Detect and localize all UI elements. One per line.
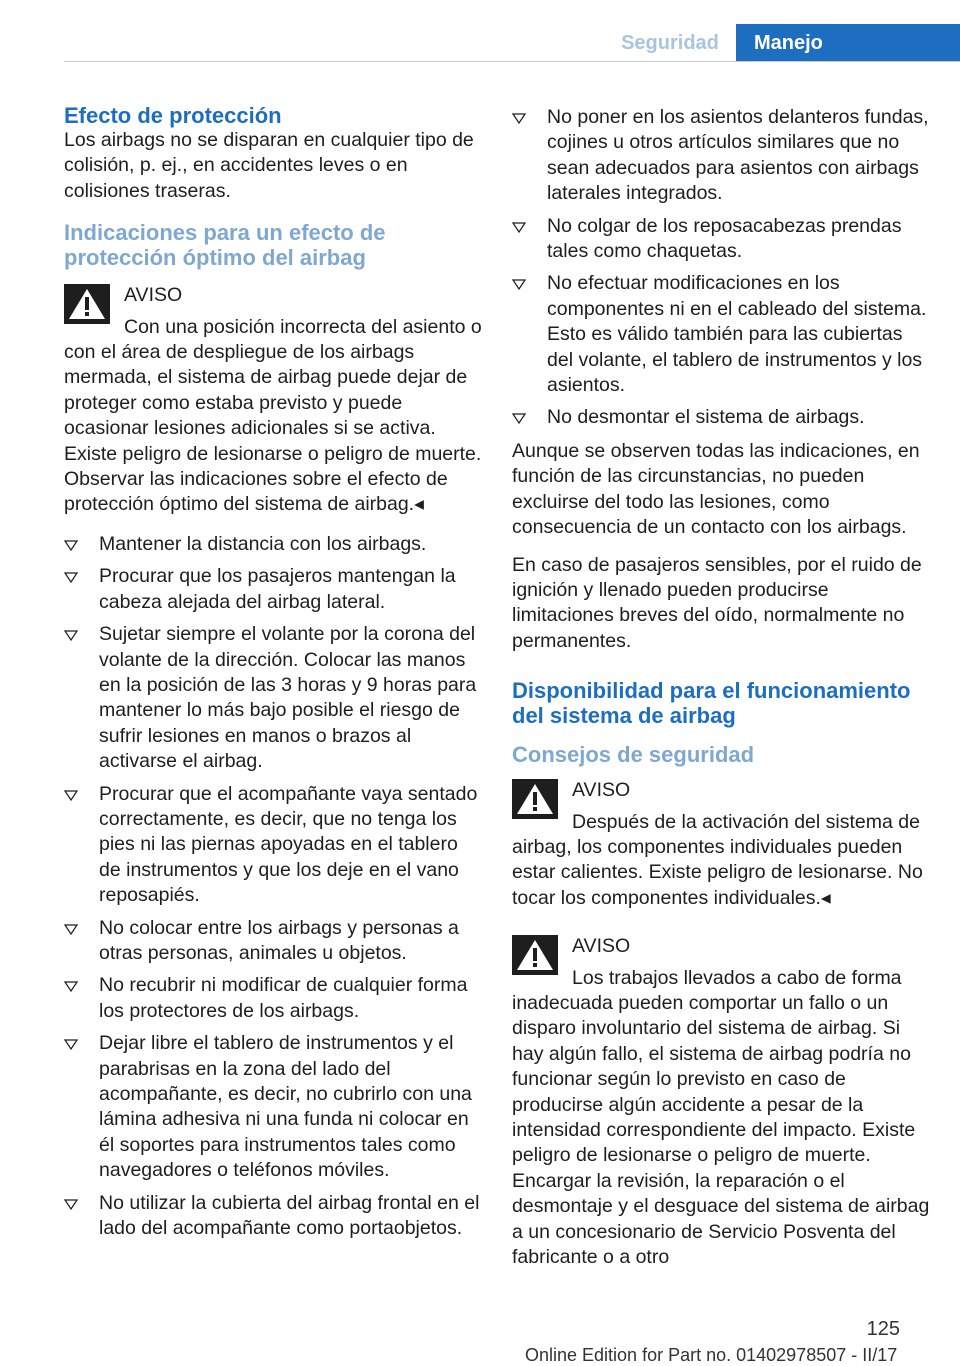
- paragraph-efecto-proteccion: Los airbags no se disparan en cualquier tipo de colisión, p. ej., en accidentes leves o en colisiones traseras.: [64, 129, 474, 202]
- triangle-bullet-icon: [512, 405, 526, 430]
- triangle-bullet-icon: [64, 564, 78, 589]
- list-item-text: No recubrir ni modificar de cualquier forma los protectores de los airbags.: [99, 974, 468, 1022]
- triangle-bullet-icon: [64, 782, 78, 807]
- list-item-text: No poner en los asientos delanteros fundas, cojines u otros artículos similares que no sean adecuados para asientos con airbags laterales integrados.: [547, 106, 929, 205]
- warning-notice: [512, 933, 932, 1270]
- warning-triangle-icon: [512, 779, 558, 819]
- warning-title: AVISO: [572, 779, 631, 802]
- list-item: [64, 1031, 484, 1183]
- edition-note: Online Edition for Part no. 01402978507 - II/17: [525, 1345, 898, 1365]
- warning-text: Los trabajos llevados a cabo de forma inadecuada pueden comportar un fallo o un disparo involuntario del sistema de airbag. Si hay algún fallo, el sistema de airbag podría no funcionar según lo previsto en caso de producirse algún accidente a pesar de la intensidad correspondiente del impacto. Existe peligro de lesionarse o peligro de muerte. Encargar la revisión, la reparación o el desmontaje y el desguace del sistema de airbag a un concesionario de Servicio Posventa del fabricante o a otro: [512, 966, 930, 1269]
- list-item: [64, 622, 484, 774]
- section-tab[interactable]: Seguridad: [621, 32, 719, 54]
- list-item-text: Mantener la distancia con los airbags.: [99, 532, 427, 555]
- warning-text: Después de la activación del sistema de airbag, los componentes individuales pueden estar calientes. Existe peligro de lesionarse. No tocar los componentes individuales.◂: [512, 810, 923, 909]
- list-item: [64, 916, 484, 967]
- heading-disponibilidad: Disponibilidad para el funcionamiento del sistema de airbag: [512, 678, 911, 729]
- triangle-bullet-icon: [64, 532, 78, 557]
- triangle-bullet-icon: [64, 973, 78, 998]
- warning-title: AVISO: [572, 935, 631, 958]
- instruction-list: [64, 532, 484, 1242]
- list-item-text: Sujetar siempre el volante por la corona del volante de la dirección. Colocar las manos en la posición de las 3 horas y 9 horas para mantener lo más bajo posible el riesgo de sufrir lesiones en manos o brazos al activarse el airbag.: [99, 623, 477, 773]
- list-item: [64, 973, 484, 1024]
- list-item: [64, 532, 484, 557]
- right-column: [512, 103, 932, 1280]
- paragraph-aunque: Aunque se observen todas las indicaciones, en función de las circunstancias, no pueden excluirse del todo las lesiones, como consecuencia de un contacto con los airbags.: [512, 439, 920, 539]
- triangle-bullet-icon: [64, 1191, 78, 1216]
- list-item: [512, 214, 932, 265]
- list-item-text: Dejar libre el tablero de instrumentos y el parabrisas en la zona del lado del acompañante, es decir, no cubrirlo con una lámina adhesiva ni una funda ni colocar en él soportes para instrumentos tales como navegadores o teléfonos móviles.: [99, 1032, 472, 1182]
- warning-triangle-icon: [512, 935, 558, 975]
- instruction-list-continued: [512, 105, 932, 431]
- paragraph-pasajeros-sensibles: En caso de pasajeros sensibles, por el ruido de ignición y llenado pueden producirse limitaciones breves del oído, normalmente no permanentes.: [512, 553, 922, 652]
- list-item-text: Procurar que los pasajeros mantengan la cabeza alejada del airbag lateral.: [99, 565, 456, 613]
- heading-efecto-proteccion: Efecto de protección: [64, 103, 282, 128]
- warning-triangle-icon: [64, 284, 110, 324]
- list-item-text: No utilizar la cubierta del airbag frontal en el lado del acompañante como portaobjetos.: [99, 1191, 480, 1240]
- heading-consejos-seguridad: Consejos de seguridad: [512, 742, 755, 768]
- list-item: [64, 564, 484, 615]
- triangle-bullet-icon: [512, 271, 526, 296]
- left-column: [64, 103, 484, 1249]
- list-item: [512, 405, 932, 430]
- warning-text: Con una posición incorrecta del asiento o con el área de despliegue de los airbags mermada, el sistema de airbag puede dejar de proteger como estaba previsto y puede ocasionar lesiones adicionales si se activa. Existe peligro de lesionarse o peligro de muerte. Observar las indicaciones sobre el efecto de protección óptimo del sistema de airbag.◂: [64, 315, 482, 516]
- triangle-bullet-icon: [64, 1031, 78, 1056]
- triangle-bullet-icon: [64, 622, 78, 647]
- page-header: [0, 0, 960, 64]
- header-divider: [64, 61, 960, 62]
- triangle-bullet-icon: [512, 105, 526, 130]
- triangle-bullet-icon: [512, 214, 526, 239]
- list-item-text: No colgar de los reposacabezas prendas tales como chaquetas.: [547, 214, 902, 263]
- list-item: [64, 782, 484, 909]
- heading-indicaciones: Indicaciones para un efecto de protección óptimo del airbag: [64, 220, 386, 271]
- warning-notice: [64, 282, 484, 518]
- list-item-text: No colocar entre los airbags y personas a otras personas, animales u objetos.: [99, 916, 459, 964]
- page-number: 125: [866, 1318, 900, 1340]
- list-item-text: Procurar que el acompañante vaya sentado correctamente, es decir, que no tenga los pies ni las piernas apoyadas en el tablero de instrumentos y que los deje en el vano reposapiés.: [99, 782, 478, 907]
- triangle-bullet-icon: [64, 916, 78, 941]
- list-item: [512, 271, 932, 398]
- list-item: [64, 1191, 484, 1242]
- warning-title: AVISO: [124, 284, 183, 307]
- warning-notice: [512, 777, 932, 911]
- chapter-tab[interactable]: Manejo: [736, 24, 960, 62]
- list-item-text: No efectuar modificaciones en los componentes ni en el cableado del sistema. Esto es válido también para las cubiertas del volante, el tablero de instrumentos y los asientos.: [547, 272, 927, 397]
- list-item: [512, 105, 932, 207]
- list-item-text: No desmontar el sistema de airbags.: [547, 406, 865, 429]
